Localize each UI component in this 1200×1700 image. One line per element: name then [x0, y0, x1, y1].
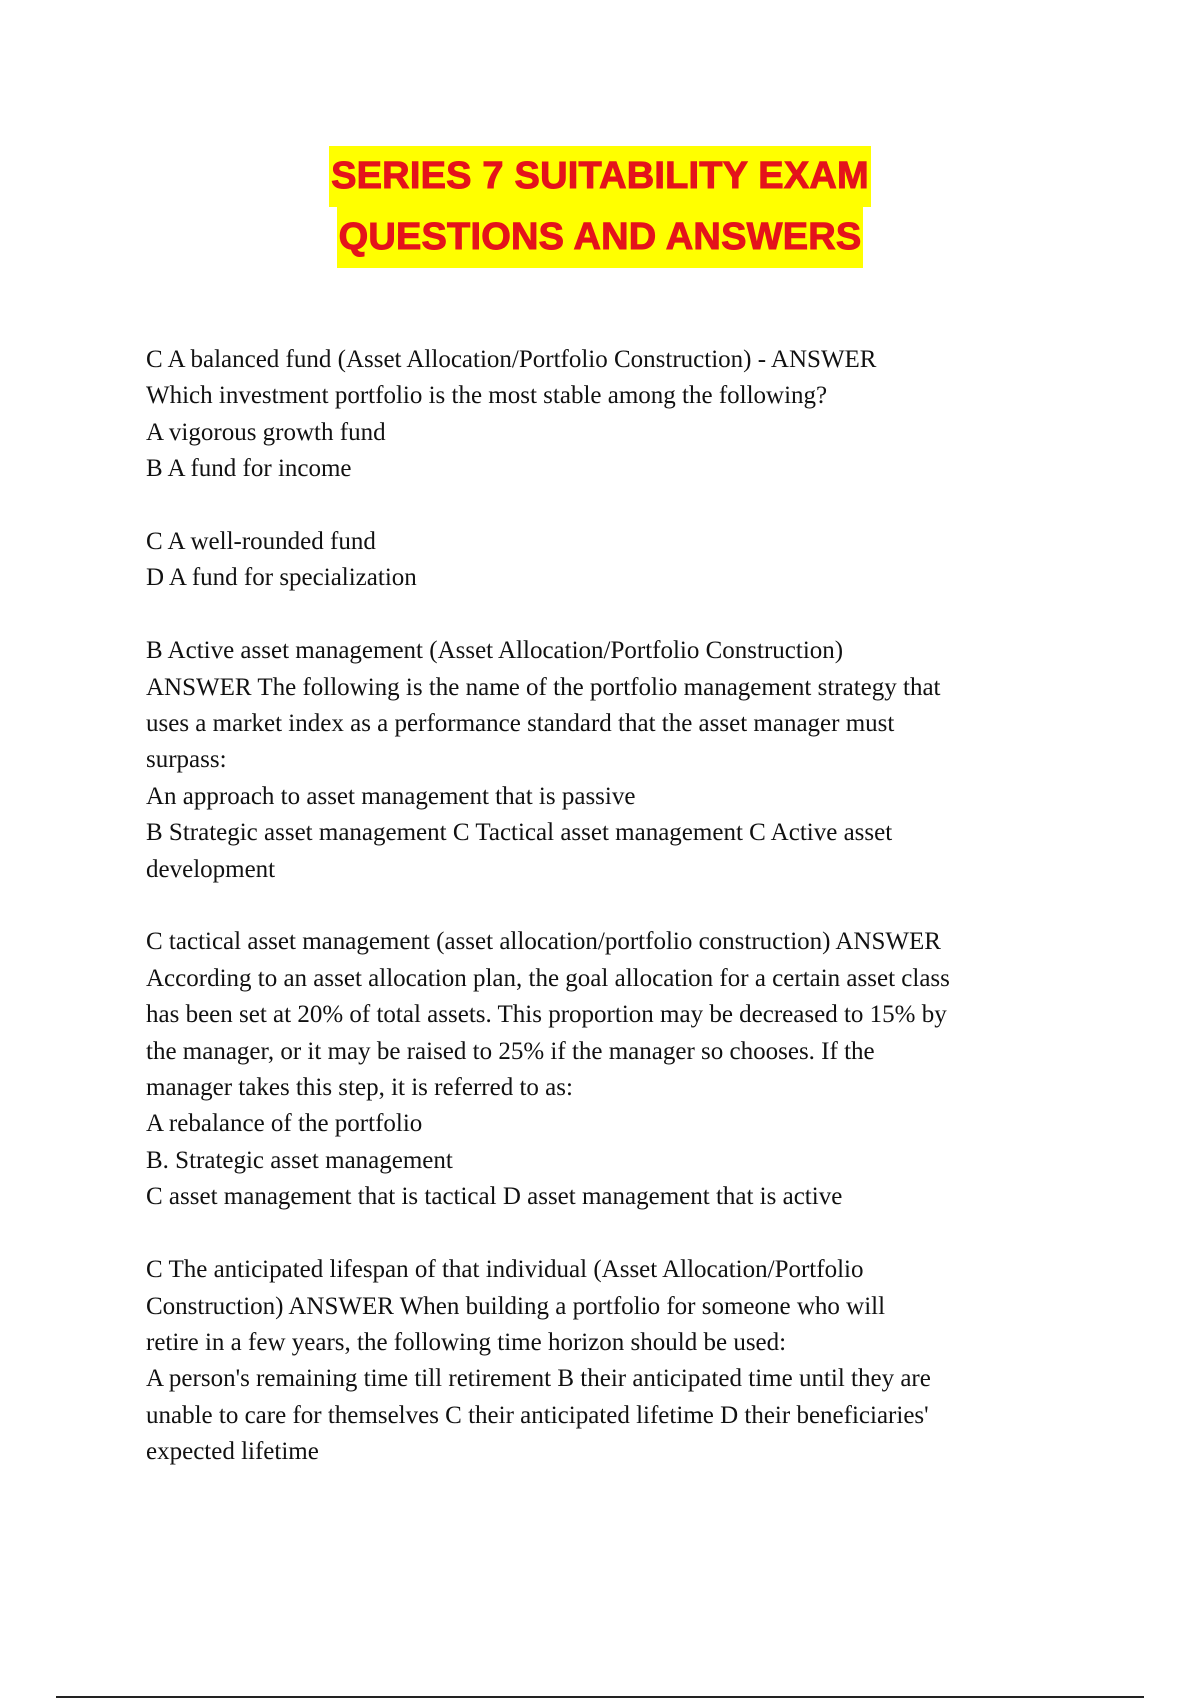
- question-text-line: A rebalance of the portfolio: [146, 1110, 423, 1138]
- question-text-line: B A fund for income: [146, 455, 352, 483]
- question-text-line: B Active asset management (Asset Allocation/Portfolio Construction): [146, 637, 844, 665]
- question-block-3: [146, 924, 1076, 1215]
- question-block-4: [146, 1252, 1076, 1470]
- question-block-2: [146, 633, 1076, 888]
- question-block-1-continued: [146, 524, 1076, 597]
- question-text-line: expected lifetime: [146, 1438, 319, 1466]
- question-text-line: D A fund for specialization: [146, 564, 417, 592]
- title-line-1: SERIES 7 SUITABILITY EXAM: [329, 146, 871, 207]
- question-text-line: has been set at 20% of total assets. This proportion may be decreased to 15% by: [146, 1001, 947, 1029]
- question-text-line: C A balanced fund (Asset Allocation/Portfolio Construction) - ANSWER: [146, 346, 877, 373]
- question-text-line: An approach to asset management that is passive: [146, 782, 636, 810]
- question-text-line: Which investment portfolio is the most stable among the following?: [146, 382, 828, 410]
- question-text-line: A person's remaining time till retirement B their anticipated time until they are: [146, 1365, 931, 1393]
- question-text-line: surpass:: [146, 746, 227, 774]
- question-list: [146, 342, 1076, 1507]
- question-block-1: [146, 342, 1076, 488]
- question-text-line: ANSWER The following is the name of the portfolio management strategy that: [146, 673, 941, 701]
- question-text-line: manager takes this step, it is referred to as:: [146, 1074, 573, 1102]
- question-text-line: C The anticipated lifespan of that individual (Asset Allocation/Portfolio: [146, 1256, 864, 1284]
- document-title: [0, 146, 1200, 268]
- question-text-line: unable to care for themselves C their anticipated lifetime D their beneficiaries': [146, 1401, 929, 1429]
- question-text-line: A vigorous growth fund: [146, 418, 386, 446]
- question-text-line: According to an asset allocation plan, the goal allocation for a certain asset class: [146, 964, 950, 992]
- question-text-line: B Strategic asset management C Tactical asset management C Active asset: [146, 819, 893, 847]
- question-text-line: development: [146, 855, 276, 883]
- question-text-line: B. Strategic asset management: [146, 1146, 453, 1174]
- question-text-line: retire in a few years, the following time horizon should be used:: [146, 1328, 787, 1356]
- question-text-line: C tactical asset management (asset allocation/portfolio construction) ANSWER: [146, 928, 941, 956]
- question-text-line: C asset management that is tactical D asset management that is active: [146, 1183, 843, 1211]
- question-text-line: Construction) ANSWER When building a portfolio for someone who will: [146, 1292, 886, 1320]
- question-text-line: the manager, or it may be raised to 25% if the manager so chooses. If the: [146, 1037, 875, 1065]
- question-text-line: uses a market index as a performance standard that the asset manager must: [146, 710, 895, 738]
- question-text-line: C A well-rounded fund: [146, 528, 376, 556]
- title-line-2: QUESTIONS AND ANSWERS: [337, 207, 864, 268]
- page-bottom-rule: [56, 1696, 1144, 1698]
